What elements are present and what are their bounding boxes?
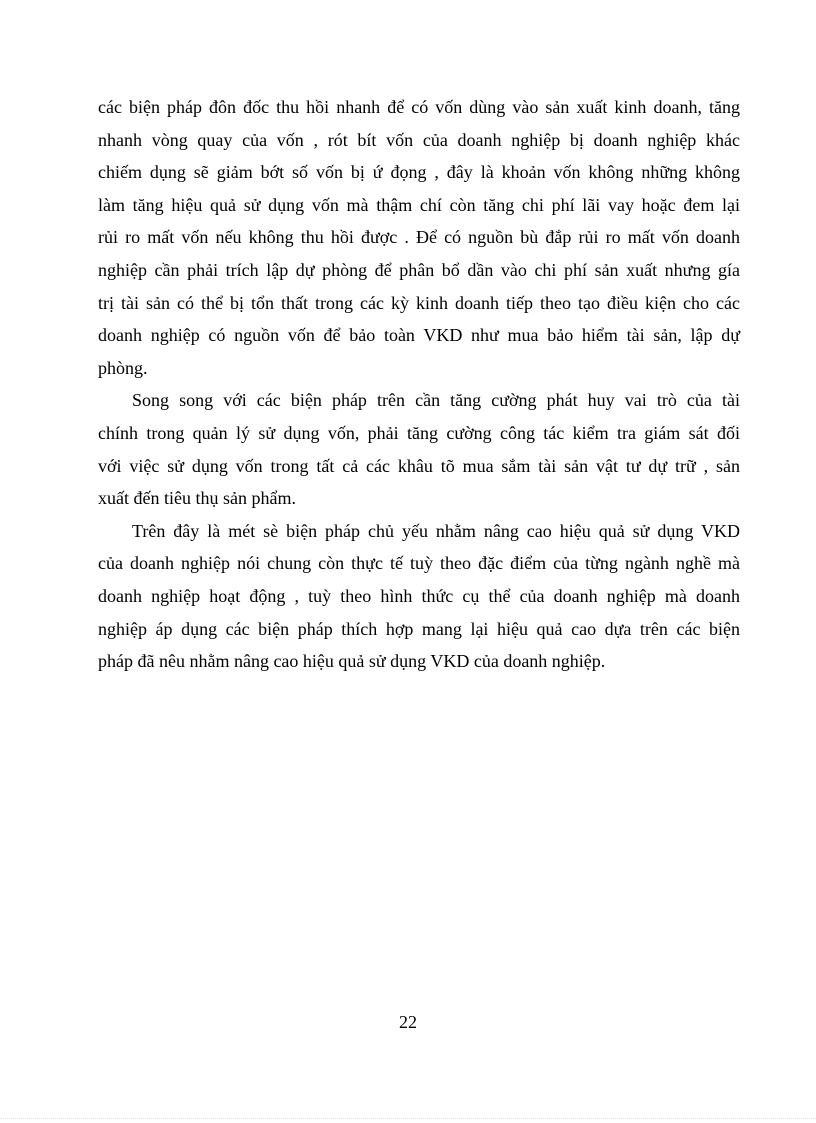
page-number: 22 xyxy=(399,1012,417,1032)
text-line: trị tài sản có thể bị tổn thất trong các kỳ kinh doanh tiếp theo tạo điều kiện cho các xyxy=(98,292,740,313)
text-line: nghiệp áp dụng các biện pháp thích hợp mang lại hiệu quả cao dựa trên các biện xyxy=(98,618,740,639)
text-line: chiếm dụng sẽ giảm bớt số vốn bị ứ đọng , đây là khoản vốn không những không xyxy=(98,162,740,183)
text-line: với việc sử dụng vốn trong tất cả các khâu tõ mua sắm tài sản vật tư dự trữ , sản xyxy=(98,455,740,476)
text-line: rủi ro mất vốn nếu không thu hồi được . Để có nguồn bù đắp rủi ro mất vốn doanh xyxy=(98,227,740,248)
text-line: doanh nghiệp hoạt động , tuỳ theo hình thức cụ thể của doanh nghiệp mà doanh xyxy=(98,585,740,606)
text-line: nhanh vòng quay của vốn , rót bít vốn của doanh nghiệp bị doanh nghiệp khác xyxy=(98,129,740,150)
text-line: nghiệp cần phải trích lập dự phòng để phân bổ dần vào chi phí sản xuất nhưng gía xyxy=(98,259,740,280)
text-line: xuất đến tiêu thụ sản phẩm. xyxy=(98,488,296,509)
paragraph-1 xyxy=(98,91,740,384)
text-line: chính trong quản lý sử dụng vốn, phải tăng cường công tác kiểm tra giám sát đối xyxy=(98,422,740,443)
text-line: Trên đây là mét sè biện pháp chủ yếu nhằm nâng cao hiệu quả sử dụng VKD xyxy=(132,520,740,541)
text-line: làm tăng hiệu quả sử dụng vốn mà thậm chí còn tăng chi phí lãi vay hoặc đem lại xyxy=(98,194,740,215)
page-divider xyxy=(0,1118,816,1119)
body-text xyxy=(98,91,740,678)
paragraph-3 xyxy=(98,515,740,678)
text-line: của doanh nghiệp nói chung còn thực tế tuỳ theo đặc điểm của từng ngành nghề mà xyxy=(98,553,740,574)
text-line: pháp đã nêu nhằm nâng cao hiệu quả sử dụng VKD của doanh nghiệp. xyxy=(98,651,606,672)
text-line: Song song với các biện pháp trên cần tăng cường phát huy vai trò của tài xyxy=(132,390,740,411)
paragraph-2 xyxy=(98,384,740,514)
text-line: các biện pháp đôn đốc thu hồi nhanh để có vốn dùng vào sản xuất kinh doanh, tăng xyxy=(98,97,740,117)
text-line: doanh nghiệp có nguồn vốn để bảo toàn VKD như mua bảo hiểm tài sản, lập dự xyxy=(98,325,740,346)
text-line: phòng. xyxy=(98,357,148,378)
